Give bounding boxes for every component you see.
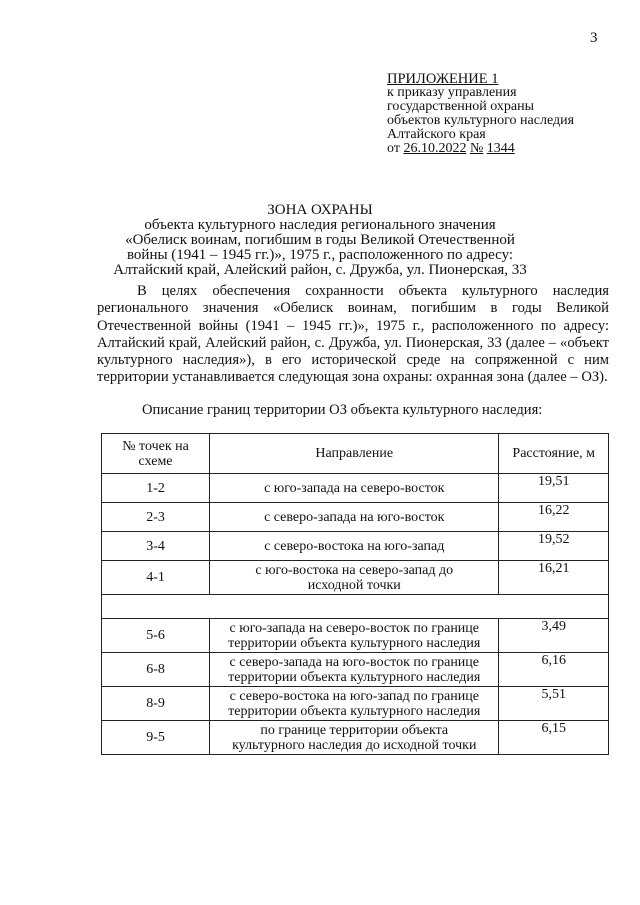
- appendix-date-line: [387, 142, 574, 156]
- cell-distance: 6,16: [499, 653, 609, 687]
- table-row: [102, 503, 609, 532]
- date-prefix: от: [387, 141, 400, 156]
- table-row: [102, 474, 609, 503]
- table-row: [102, 653, 609, 687]
- cell-points: 9-5: [102, 721, 210, 755]
- cell-direction: с северо-запада на юго-восток по границе территории объекта культурного наследия: [210, 653, 499, 687]
- zone-title-line: войны (1941 – 1945 гг.)», 1975 г., расположенного по адресу:: [126, 247, 514, 263]
- zone-title-line: объекта культурного наследия регионального значения: [144, 217, 496, 233]
- separator-cell: [102, 595, 609, 619]
- appendix-line: к приказу управления: [387, 85, 517, 100]
- cell-distance: 5,51: [499, 687, 609, 721]
- table-header-row: [102, 434, 609, 474]
- appendix-line: государственной охраны: [387, 99, 535, 114]
- table-row: [102, 561, 609, 595]
- page-number: 3: [590, 30, 598, 46]
- body-text: [97, 283, 609, 387]
- table-separator-row: [102, 595, 609, 619]
- cell-points: 8-9: [102, 687, 210, 721]
- table-row: [102, 721, 609, 755]
- order-number: 1344: [486, 141, 515, 156]
- appendix-heading: ПРИЛОЖЕНИЕ 1: [387, 71, 499, 87]
- cell-direction: с северо-востока на юго-запад: [210, 532, 499, 561]
- cell-direction: по границе территории объекта культурного наследия до исходной точки: [210, 721, 499, 755]
- body-paragraph: В целях обеспечения сохранности объекта культурного наследия регионального значения «Обелиск воинам, погибшим в годы Великой Отечественной войны (1941 – 1945 гг.)», 1975 г., расположенного по адресу: Алтайский край, Алейский район, с. Дружба, ул. Пионерская, 33 (далее – «объект культурного наследия»), в его исторической среде на сопряженной с ним территории устанавливается следующая зона охраны: охранная зона (далее – ОЗ).: [97, 283, 609, 386]
- appendix-block: [387, 72, 574, 156]
- cell-direction: с юго-запада на северо-восток: [210, 474, 499, 503]
- appendix-line: Алтайского края: [387, 127, 486, 142]
- cell-points: 3-4: [102, 532, 210, 561]
- cell-points: 1-2: [102, 474, 210, 503]
- cell-direction: с северо-востока на юго-запад по границе территории объекта культурного наследия: [210, 687, 499, 721]
- zone-heading: ЗОНА ОХРАНЫ: [267, 202, 373, 218]
- cell-distance: 19,52: [499, 532, 609, 561]
- table-row: [102, 532, 609, 561]
- boundary-table: [101, 433, 609, 755]
- appendix-line: объектов культурного наследия: [387, 113, 575, 128]
- cell-direction: с юго-востока на северо-запад до исходной точки: [210, 561, 499, 595]
- cell-direction: с северо-запада на юго-восток: [210, 503, 499, 532]
- table-row: [102, 687, 609, 721]
- cell-direction: с юго-запада на северо-восток по границе территории объекта культурного наследия: [210, 619, 499, 653]
- cell-distance: 19,51: [499, 474, 609, 503]
- zone-title: [0, 203, 640, 278]
- header-distance: Расстояние, м: [499, 434, 609, 474]
- cell-distance: 6,15: [499, 721, 609, 755]
- cell-points: 4-1: [102, 561, 210, 595]
- table-caption: Описание границ территории ОЗ объекта культурного наследия:: [142, 402, 543, 418]
- cell-points: 2-3: [102, 503, 210, 532]
- zone-title-line: Алтайский край, Алейский район, с. Дружба, ул. Пионерская, 33: [113, 262, 527, 278]
- cell-points: 6-8: [102, 653, 210, 687]
- header-direction: Направление: [210, 434, 499, 474]
- header-points: № точек на схеме: [102, 434, 210, 474]
- number-prefix: №: [469, 141, 484, 156]
- cell-distance: 16,21: [499, 561, 609, 595]
- order-date: 26.10.2022: [403, 141, 467, 156]
- cell-points: 5-6: [102, 619, 210, 653]
- cell-distance: 16,22: [499, 503, 609, 532]
- zone-title-line: «Обелиск воинам, погибшим в годы Великой Отечественной: [125, 232, 515, 248]
- cell-distance: 3,49: [499, 619, 609, 653]
- table-row: [102, 619, 609, 653]
